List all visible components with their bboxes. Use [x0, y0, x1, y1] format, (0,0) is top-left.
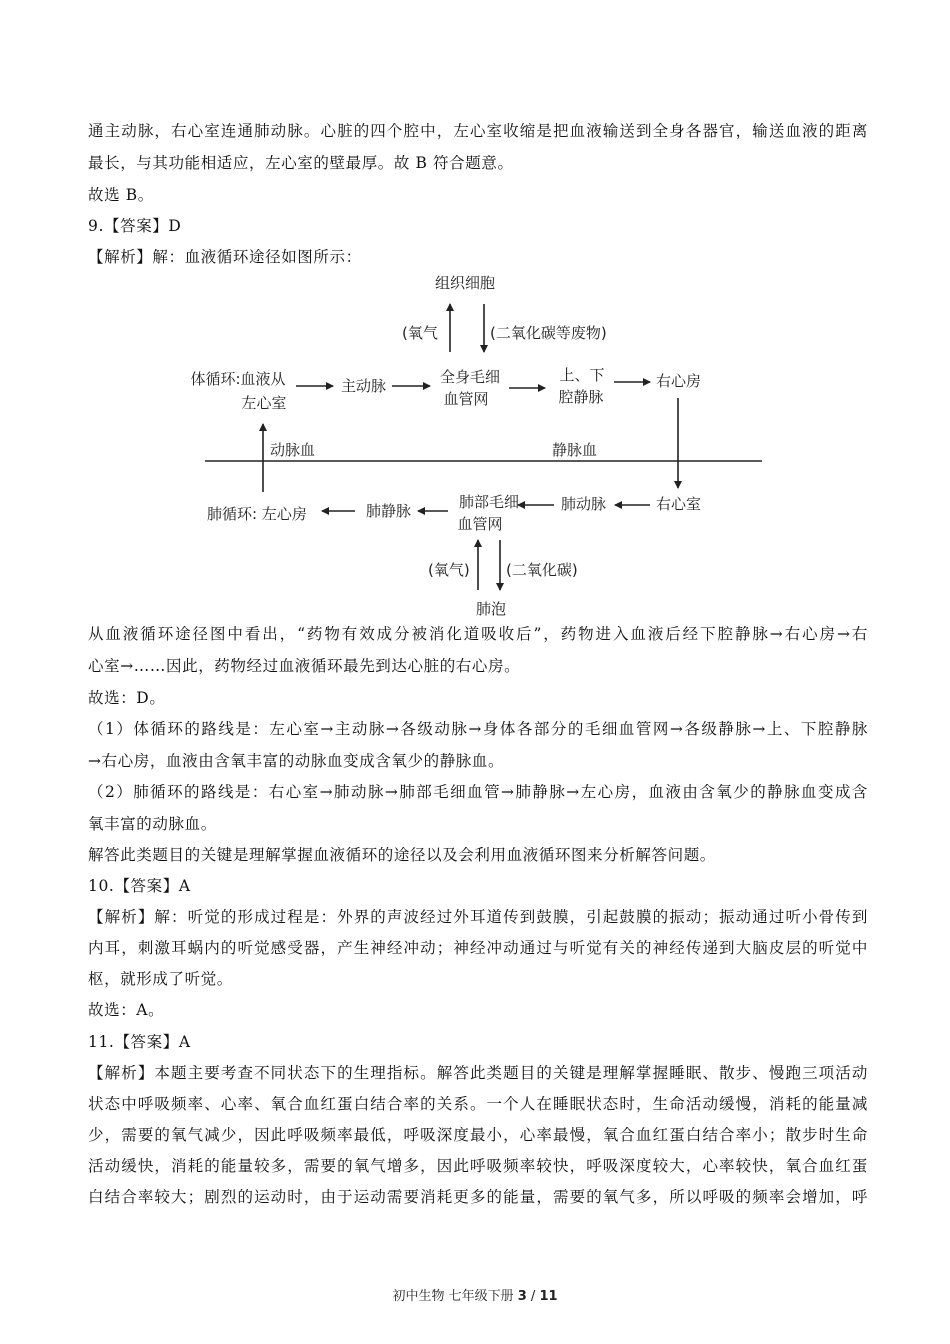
- text-line-1: 通主动脉，右心室连通肺动脉。心脏的四个腔中，左心室收缩是把血液输送到全身各器官，输送血液的距离: [88, 122, 868, 140]
- oxygen-bottom-label: (氧气): [428, 561, 470, 579]
- text-line-2: 最长，与其功能相适应，左心室的壁最厚。故 B 符合题意。: [88, 154, 514, 172]
- text-line-22: 少，需要的氧气减少，因此呼吸频率最低，呼吸深度最小，心率最慢，氧合血红蛋白结合率小；散步时生命: [88, 1126, 868, 1144]
- answer-11: 11.【答案】A: [88, 1033, 191, 1051]
- text-line-12: 氧丰富的动脉血。: [88, 815, 217, 833]
- text-line-17: 枢，就形成了听觉。: [88, 970, 233, 988]
- text-line-10: →右心房，血液由含氧丰富的动脉血变成含氧少的静脉血。: [88, 752, 505, 770]
- footer-total-pages: 11: [539, 1289, 558, 1304]
- text-line-16: 内耳，刺激耳蜗内的听觉感受器，产生神经冲动；神经冲动通过与听觉有关的神经传递到大脑皮层的听觉中: [88, 939, 868, 957]
- blood-circulation-diagram: [0, 262, 950, 622]
- text-line-13: 解答此类题目的关键是理解掌握血液循环的途径以及会利用血液循环图来分析解答问题。: [88, 846, 716, 864]
- text-line-20: 【解析】本题主要考查不同状态下的生理指标。解答此类题目的关键是理解掌握睡眠、散步、慢跑三项活动: [88, 1064, 868, 1082]
- footer-page-number: 3: [517, 1289, 527, 1304]
- venous-blood-label: 静脉血: [552, 441, 598, 459]
- right-atrium-label: 右心房: [656, 372, 702, 390]
- text-line-23: 活动缓快，消耗的能量较多，需要的氧气增多，因此呼吸频率较快，呼吸深度较大，心率较快，氧合血红蛋: [88, 1157, 868, 1175]
- arterial-blood-label: 动脉血: [270, 441, 316, 459]
- page-footer: [0, 1285, 950, 1304]
- alveoli-label: 肺泡: [475, 600, 507, 618]
- vena-cava-label-2: 腔静脉: [558, 388, 604, 406]
- text-line-9: （1）体循环的路线是：左心室→主动脉→各级动脉→身体各部分的毛细血管网→各级静脉→上、下腔静脉: [88, 720, 868, 738]
- text-line-8: 故选：D。: [88, 689, 166, 707]
- vena-cava-label-1: 上、下: [559, 366, 605, 384]
- text-line-11: （2）肺循环的路线是：右心室→肺动脉→肺部毛细血管→肺静脉→左心房，血液由含氧少的静脉血变成含: [88, 783, 868, 801]
- oxygen-top-label: (氧气: [402, 324, 438, 342]
- text-line-18: 故选：A。: [88, 1001, 165, 1019]
- text-line-3: 故选 B。: [88, 186, 154, 204]
- analysis-9-intro: 【解析】解：血液循环途径如图所示：: [88, 248, 362, 266]
- co2-waste-label: (二氧化碳等废物): [490, 324, 607, 342]
- lung-capillary-label-2: 血管网: [457, 515, 503, 533]
- body-capillary-label-2: 血管网: [443, 390, 489, 408]
- answer-9: 9.【答案】D: [88, 217, 182, 235]
- body-capillary-label-1: 全身毛细: [439, 368, 501, 386]
- text-line-15: 【解析】解：听觉的形成过程是：外界的声波经过外耳道传到鼓膜，引起鼓膜的振动；振动通过听小骨传到: [88, 908, 868, 926]
- systemic-start-label-1: 体循环:血液从: [190, 370, 286, 388]
- systemic-start-label-2: 左心室: [241, 394, 287, 412]
- footer-separator: /: [530, 1289, 536, 1304]
- tissue-cells-label: 组织细胞: [434, 274, 496, 292]
- answer-10: 10.【答案】A: [88, 877, 191, 895]
- pulmonary-vein-label: 肺静脉: [366, 502, 412, 520]
- aorta-label: 主动脉: [341, 377, 387, 395]
- right-ventricle-label: 右心室: [656, 495, 702, 513]
- pulmonary-start-label: 肺循环: 左心房: [207, 505, 307, 523]
- footer-subject: 初中生物 七年级下册: [392, 1289, 514, 1304]
- co2-bottom-label: (二氧化碳): [506, 561, 578, 579]
- text-line-7: 心室→……因此，药物经过血液循环最先到达心脏的右心房。: [88, 657, 521, 675]
- text-line-21: 状态中呼吸频率、心率、氧合血红蛋白结合率的关系。一个人在睡眠状态时，生命活动缓慢，消耗的能量减: [88, 1095, 868, 1113]
- text-line-24: 白结合率较大；剧烈的运动时，由于运动需要消耗更多的能量，需要的氧气多，所以呼吸的频率会增加，呼: [88, 1188, 868, 1206]
- text-line-6: 从血液循环途径图中看出，“药物有效成分被消化道吸收后”，药物进入血液后经下腔静脉→右心房→右: [88, 625, 868, 643]
- pulmonary-artery-label: 肺动脉: [561, 495, 607, 513]
- lung-capillary-label-1: 肺部毛细: [458, 493, 520, 511]
